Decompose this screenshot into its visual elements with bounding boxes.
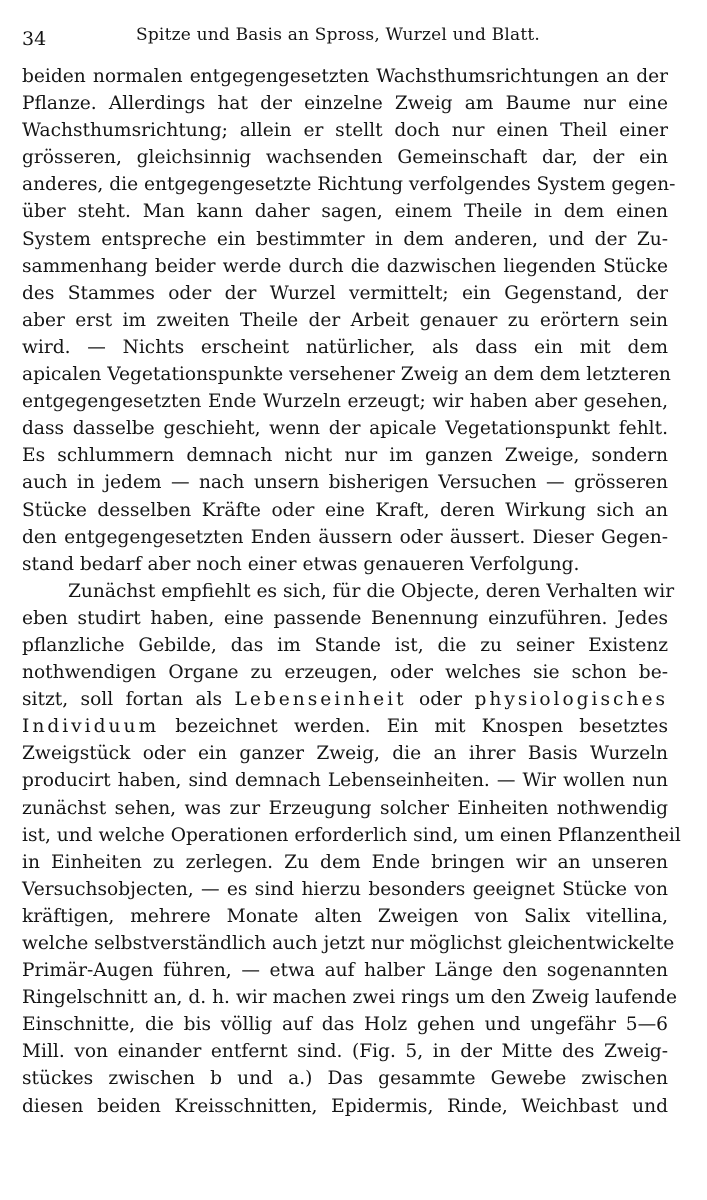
text-line: grösseren, gleichsinnig wachsenden Gemeinschaft dar, der ein <box>22 147 668 169</box>
text-line: producirt haben, sind demnach Lebenseinheiten. — Wir wollen nun <box>22 770 668 792</box>
text-line: apicalen Vegetationspunkte versehener Zweig an dem dem letzteren <box>22 364 671 386</box>
page-header <box>22 22 672 52</box>
text-line: Einschnitte, die bis völlig auf das Holz gehen und ungefähr 5—6 <box>22 1014 668 1036</box>
text-line: zunächst sehen, was zur Erzeugung solcher Einheiten nothwendig <box>22 797 668 819</box>
text-line: in Einheiten zu zerlegen. Zu dem Ende bringen wir an unseren <box>22 851 668 873</box>
text-line: System entspreche ein bestimmter in dem anderen, und der Zu- <box>22 228 668 250</box>
text-line: entgegengesetzten Ende Wurzeln erzeugt; wir haben aber gesehen, <box>22 391 668 413</box>
text-line: des Stammes oder der Wurzel vermittelt; ein Gegenstand, der <box>22 282 668 304</box>
text-fragment: oder <box>419 689 463 711</box>
text-line: beiden normalen entgegengesetzten Wachsthumsrichtungen an der <box>22 66 668 87</box>
emphasized-term: physiologisches <box>474 689 668 711</box>
text-line: stand bedarf aber noch einer etwas genaueren Verfolgung. <box>22 553 580 575</box>
text-line: Primär-Augen führen, — etwa auf halber Länge den sogenannten <box>22 960 668 982</box>
page-number: 34 <box>22 28 47 50</box>
text-line: Es schlummern demnach nicht nur im ganzen Zweige, sondern <box>22 445 668 467</box>
text-line: eben studirt haben, eine passende Benennung einzuführen. Jedes <box>22 607 668 629</box>
text-line: wird. — Nichts erscheint natürlicher, als dass ein mit dem <box>22 336 668 358</box>
text-fragment: sitzt, soll fortan als <box>22 689 223 711</box>
text-line: diesen beiden Kreisschnitten, Epidermis, Rinde, Weichbast und <box>22 1095 668 1117</box>
text-line: über steht. Man kann daher sagen, einem Theile in dem einen <box>22 201 668 223</box>
text-line: ist, und welche Operationen erforderlich sind, um einen Pflanzentheil <box>22 824 681 846</box>
text-line: kräftigen, mehrere Monate alten Zweigen von Salix vitellina, <box>22 905 668 927</box>
text-line: auch in jedem — nach unsern bisherigen Versuchen — grösseren <box>22 472 668 494</box>
emphasized-term: Lebenseinheit <box>234 689 407 711</box>
text-line: anderes, die entgegengesetzte Richtung verfolgendes System gegen- <box>22 174 676 196</box>
text-line: dass dasselbe geschieht, wenn der apicale Vegetationspunkt fehlt. <box>22 418 668 440</box>
text-line: den entgegengesetzten Enden äussern oder äussert. Dieser Gegen- <box>22 526 668 548</box>
text-line: Mill. von einander entfernt sind. (Fig. 5, in der Mitte des Zweig- <box>22 1041 668 1063</box>
text-line: pflanzliche Gebilde, das im Stande ist, die zu seiner Existenz <box>22 634 668 656</box>
text-line: Versuchsobjecten, — es sind hierzu besonders geeignet Stücke von <box>22 878 668 900</box>
text-line: sammenhang beider werde durch die dazwischen liegenden Stücke <box>22 255 668 277</box>
text-line: nothwendigen Organe zu erzeugen, oder welches sie schon be- <box>22 662 668 684</box>
text-line: aber erst im zweiten Theile der Arbeit genauer zu erörtern sein <box>22 309 668 331</box>
text-line: Zunächst empfiehlt es sich, für die Objecte, deren Verhalten wir <box>68 580 675 602</box>
emphasized-term: Individuum <box>22 716 160 738</box>
text-line: Zweigstück oder ein ganzer Zweig, die an ihrer Basis Wurzeln <box>22 743 668 765</box>
body-text <box>22 63 681 1120</box>
text-line <box>22 713 668 740</box>
text-line: stückes zwischen b und a.) Das gesammte Gewebe zwischen <box>22 1068 668 1090</box>
text-line: welche selbstverständlich auch jetzt nur möglichst gleichentwickelte <box>22 933 675 954</box>
text-line: Wachsthumsrichtung; allein er stellt doch nur einen Theil einer <box>22 120 668 142</box>
text-line: Pflanze. Allerdings hat der einzelne Zweig am Baume nur eine <box>22 93 668 115</box>
text-fragment: bezeichnet werden. Ein mit Knospen besetztes <box>175 716 668 738</box>
text-line <box>22 686 668 713</box>
text-line: Ringelschnitt an, d. h. wir machen zwei rings um den Zweig laufende <box>22 987 677 1009</box>
running-head: Spitze und Basis an Spross, Wurzel und Blatt. <box>136 25 540 45</box>
text-line: Stücke desselben Kräfte oder eine Kraft, deren Wirkung sich an <box>22 499 668 521</box>
